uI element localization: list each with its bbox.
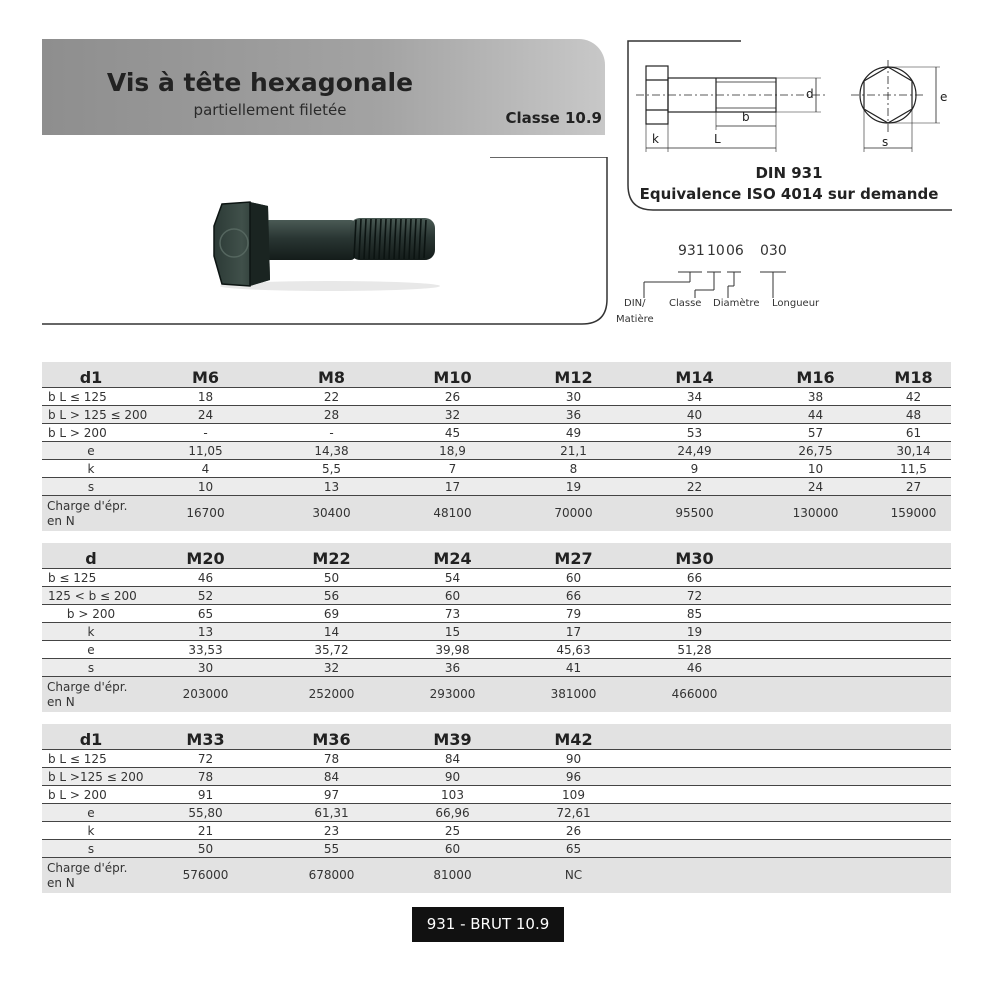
table-cell — [876, 840, 951, 858]
table-cell: 81000 — [392, 858, 513, 894]
table-cell: 65 — [513, 840, 634, 858]
table-row — [42, 605, 951, 623]
table-cell: 66 — [634, 569, 755, 587]
table-row — [42, 496, 951, 532]
spec-table-m20-m30 — [42, 543, 951, 712]
table-cell: 8 — [513, 460, 634, 478]
column-header-size: M30 — [634, 543, 755, 569]
table-cell: 97 — [271, 786, 392, 804]
table-cell — [876, 858, 951, 894]
table-cell: 96 — [513, 768, 634, 786]
table-cell: 65 — [140, 605, 271, 623]
table-cell: 109 — [513, 786, 634, 804]
table-cell: 381000 — [513, 677, 634, 713]
table-cell: 60 — [392, 587, 513, 605]
table-cell: 49 — [513, 424, 634, 442]
table-cell: 55 — [271, 840, 392, 858]
code-part-classe: 10 — [707, 243, 725, 259]
row-label: e — [42, 641, 140, 659]
table-cell: 10 — [140, 478, 271, 496]
table-cell: 24,49 — [634, 442, 755, 460]
table-cell — [876, 804, 951, 822]
table-cell: 72 — [634, 587, 755, 605]
row-label: Charge d'épr. en N — [42, 677, 140, 713]
table-cell — [755, 587, 876, 605]
column-header-diameter: d1 — [42, 724, 140, 750]
table-cell: 46 — [634, 659, 755, 677]
table-cell — [755, 768, 876, 786]
table-cell — [755, 840, 876, 858]
table-cell: 33,53 — [140, 641, 271, 659]
table-cell: 56 — [271, 587, 392, 605]
table-cell: 32 — [392, 406, 513, 424]
row-label: b L > 200 — [42, 786, 140, 804]
table-cell: 46 — [140, 569, 271, 587]
table-cell — [876, 768, 951, 786]
table-cell: 54 — [392, 569, 513, 587]
column-header-size — [876, 724, 951, 750]
table-cell: 17 — [392, 478, 513, 496]
table-cell: 95500 — [634, 496, 755, 532]
table-cell: 45,63 — [513, 641, 634, 659]
table-cell: 293000 — [392, 677, 513, 713]
table-cell: 27 — [876, 478, 951, 496]
table-cell: 35,72 — [271, 641, 392, 659]
row-label: b L >125 ≤ 200 — [42, 768, 140, 786]
table-cell: 41 — [513, 659, 634, 677]
column-header-size: M42 — [513, 724, 634, 750]
row-label: k — [42, 460, 140, 478]
table-cell: - — [271, 424, 392, 442]
column-header-size — [755, 543, 876, 569]
table-cell — [876, 623, 951, 641]
column-header-size — [634, 724, 755, 750]
table-row — [42, 858, 951, 894]
table-cell: NC — [513, 858, 634, 894]
table-cell — [755, 659, 876, 677]
table-cell: 84 — [271, 768, 392, 786]
table-cell: 252000 — [271, 677, 392, 713]
row-label: b L ≤ 125 — [42, 750, 140, 768]
row-label: 125 < b ≤ 200 — [42, 587, 140, 605]
column-header-size: M33 — [140, 724, 271, 750]
row-label: b L > 125 ≤ 200 — [42, 406, 140, 424]
table-cell: 28 — [271, 406, 392, 424]
table-cell — [755, 677, 876, 713]
table-cell: 34 — [634, 388, 755, 406]
table-cell: 26,75 — [755, 442, 876, 460]
table-cell — [876, 659, 951, 677]
row-label: b L ≤ 125 — [42, 388, 140, 406]
spec-table-m6-m18 — [42, 362, 951, 531]
column-header-size: M24 — [392, 543, 513, 569]
table-cell: 576000 — [140, 858, 271, 894]
row-label: k — [42, 822, 140, 840]
table-cell: 40 — [634, 406, 755, 424]
table-cell: 19 — [634, 623, 755, 641]
table-cell: 130000 — [755, 496, 876, 532]
table-cell: 91 — [140, 786, 271, 804]
table-cell: 32 — [271, 659, 392, 677]
table-cell: 19 — [513, 478, 634, 496]
row-label: Charge d'épr. en N — [42, 858, 140, 894]
table-cell: 9 — [634, 460, 755, 478]
code-label-diametre: Diamètre — [713, 298, 760, 309]
table-cell: 17 — [513, 623, 634, 641]
table-row — [42, 659, 951, 677]
table-cell: 678000 — [271, 858, 392, 894]
row-label: s — [42, 840, 140, 858]
table-row — [42, 587, 951, 605]
code-part-longueur: 030 — [760, 243, 787, 259]
table-header-row — [42, 724, 951, 750]
table-cell — [755, 605, 876, 623]
table-row — [42, 786, 951, 804]
table-cell: 44 — [755, 406, 876, 424]
table-cell — [755, 569, 876, 587]
page-subtitle: partiellement filetée — [193, 101, 347, 119]
row-label: b ≤ 125 — [42, 569, 140, 587]
row-label: e — [42, 804, 140, 822]
column-header-size: M27 — [513, 543, 634, 569]
table-cell: 36 — [392, 659, 513, 677]
spec-table-m33-m42 — [42, 724, 951, 893]
table-cell: 30 — [513, 388, 634, 406]
code-label-classe: Classe — [669, 298, 702, 309]
table-cell: 21 — [140, 822, 271, 840]
table-cell — [876, 822, 951, 840]
table-cell — [876, 605, 951, 623]
table-cell: 53 — [634, 424, 755, 442]
row-label: Charge d'épr. en N — [42, 496, 140, 532]
table-cell — [634, 822, 755, 840]
table-cell — [755, 750, 876, 768]
table-cell: 11,5 — [876, 460, 951, 478]
column-header-diameter: d1 — [42, 362, 140, 388]
table-cell: 466000 — [634, 677, 755, 713]
table-cell — [755, 858, 876, 894]
dim-s-label: s — [882, 135, 889, 149]
table-row — [42, 768, 951, 786]
footer-reference-badge: 931 - BRUT 10.9 — [412, 907, 564, 942]
row-label: k — [42, 623, 140, 641]
table-cell — [876, 569, 951, 587]
column-header-size: M36 — [271, 724, 392, 750]
table-cell: 60 — [392, 840, 513, 858]
table-cell: 90 — [513, 750, 634, 768]
table-cell — [634, 768, 755, 786]
table-cell: 13 — [140, 623, 271, 641]
table-cell — [876, 677, 951, 713]
table-cell: 48 — [876, 406, 951, 424]
table-cell — [876, 587, 951, 605]
table-cell: 72,61 — [513, 804, 634, 822]
table-row — [42, 388, 951, 406]
table-cell: 26 — [513, 822, 634, 840]
row-label: e — [42, 442, 140, 460]
table-cell: 78 — [140, 768, 271, 786]
table-cell: 84 — [392, 750, 513, 768]
table-cell: 78 — [271, 750, 392, 768]
table-row — [42, 424, 951, 442]
table-cell: 159000 — [876, 496, 951, 532]
table-cell: 55,80 — [140, 804, 271, 822]
table-cell — [634, 858, 755, 894]
table-cell: 30,14 — [876, 442, 951, 460]
column-header-size: M22 — [271, 543, 392, 569]
dim-e-label: e — [940, 90, 948, 104]
column-header-size: M10 — [392, 362, 513, 388]
table-cell: 85 — [634, 605, 755, 623]
column-header-size: M14 — [634, 362, 755, 388]
column-header-size: M20 — [140, 543, 271, 569]
table-cell: 4 — [140, 460, 271, 478]
table-cell: 14,38 — [271, 442, 392, 460]
column-header-size: M18 — [876, 362, 951, 388]
table-cell: 13 — [271, 478, 392, 496]
code-label-din: DIN/ — [624, 298, 646, 309]
table-cell: 42 — [876, 388, 951, 406]
table-row — [42, 677, 951, 713]
table-row — [42, 822, 951, 840]
table-cell: 70000 — [513, 496, 634, 532]
table-cell: 51,28 — [634, 641, 755, 659]
table-cell: 23 — [271, 822, 392, 840]
din-title: DIN 931 — [755, 164, 823, 182]
table-cell: 73 — [392, 605, 513, 623]
table-cell: - — [140, 424, 271, 442]
table-row — [42, 460, 951, 478]
column-header-diameter: d — [42, 543, 140, 569]
table-cell: 203000 — [140, 677, 271, 713]
table-cell: 90 — [392, 768, 513, 786]
table-cell: 11,05 — [140, 442, 271, 460]
table-cell: 24 — [755, 478, 876, 496]
table-cell: 50 — [140, 840, 271, 858]
table-row — [42, 478, 951, 496]
table-cell: 22 — [271, 388, 392, 406]
table-cell: 48100 — [392, 496, 513, 532]
row-label: b L > 200 — [42, 424, 140, 442]
table-cell — [634, 840, 755, 858]
table-cell: 79 — [513, 605, 634, 623]
table-cell — [755, 822, 876, 840]
page-title: Vis à tête hexagonale — [106, 68, 414, 97]
table-cell: 61,31 — [271, 804, 392, 822]
dim-b-label: b — [742, 110, 750, 124]
row-label: s — [42, 659, 140, 677]
table-cell: 14 — [271, 623, 392, 641]
table-cell: 25 — [392, 822, 513, 840]
column-header-size: M39 — [392, 724, 513, 750]
table-cell: 72 — [140, 750, 271, 768]
table-row — [42, 804, 951, 822]
code-label-longueur: Longueur — [772, 298, 820, 309]
table-cell — [634, 786, 755, 804]
column-header-size: M6 — [140, 362, 271, 388]
din-equivalence: Equivalence ISO 4014 sur demande — [639, 185, 939, 203]
table-cell: 61 — [876, 424, 951, 442]
table-cell: 38 — [755, 388, 876, 406]
table-cell: 10 — [755, 460, 876, 478]
code-part-din: 931 — [678, 243, 705, 259]
article-code-legend — [600, 240, 860, 335]
code-label-matiere: Matière — [616, 314, 654, 325]
table-cell: 22 — [634, 478, 755, 496]
table-cell: 24 — [140, 406, 271, 424]
table-cell: 30400 — [271, 496, 392, 532]
table-cell: 69 — [271, 605, 392, 623]
table-row — [42, 569, 951, 587]
table-header-row — [42, 362, 951, 388]
table-cell: 57 — [755, 424, 876, 442]
table-cell: 5,5 — [271, 460, 392, 478]
table-cell: 16700 — [140, 496, 271, 532]
table-cell — [634, 750, 755, 768]
table-cell: 103 — [392, 786, 513, 804]
table-cell — [634, 804, 755, 822]
table-cell — [876, 786, 951, 804]
column-header-size — [876, 543, 951, 569]
table-cell — [755, 804, 876, 822]
table-cell: 52 — [140, 587, 271, 605]
table-cell: 50 — [271, 569, 392, 587]
code-part-diametre: 06 — [726, 243, 744, 259]
table-cell: 45 — [392, 424, 513, 442]
table-cell: 66,96 — [392, 804, 513, 822]
table-cell: 60 — [513, 569, 634, 587]
table-cell — [755, 623, 876, 641]
table-cell — [755, 641, 876, 659]
table-cell: 18,9 — [392, 442, 513, 460]
table-cell: 66 — [513, 587, 634, 605]
column-header-size: M16 — [755, 362, 876, 388]
table-cell: 21,1 — [513, 442, 634, 460]
table-cell — [876, 750, 951, 768]
table-row — [42, 840, 951, 858]
dim-d-label: d — [806, 87, 814, 101]
table-row — [42, 641, 951, 659]
column-header-size: M8 — [271, 362, 392, 388]
table-cell: 39,98 — [392, 641, 513, 659]
column-header-size — [755, 724, 876, 750]
table-cell: 15 — [392, 623, 513, 641]
table-row — [42, 750, 951, 768]
row-label: b > 200 — [42, 605, 140, 623]
table-cell: 30 — [140, 659, 271, 677]
table-cell — [876, 641, 951, 659]
table-cell: 7 — [392, 460, 513, 478]
table-cell — [755, 786, 876, 804]
classe-label: Classe 10.9 — [505, 109, 602, 127]
table-cell: 26 — [392, 388, 513, 406]
row-label: s — [42, 478, 140, 496]
table-row — [42, 623, 951, 641]
dim-L-label: L — [714, 132, 721, 146]
bolt-photo — [210, 196, 445, 292]
table-cell: 18 — [140, 388, 271, 406]
column-header-size: M12 — [513, 362, 634, 388]
table-cell: 36 — [513, 406, 634, 424]
table-row — [42, 406, 951, 424]
table-row — [42, 442, 951, 460]
dim-k-label: k — [652, 132, 659, 146]
table-header-row — [42, 543, 951, 569]
